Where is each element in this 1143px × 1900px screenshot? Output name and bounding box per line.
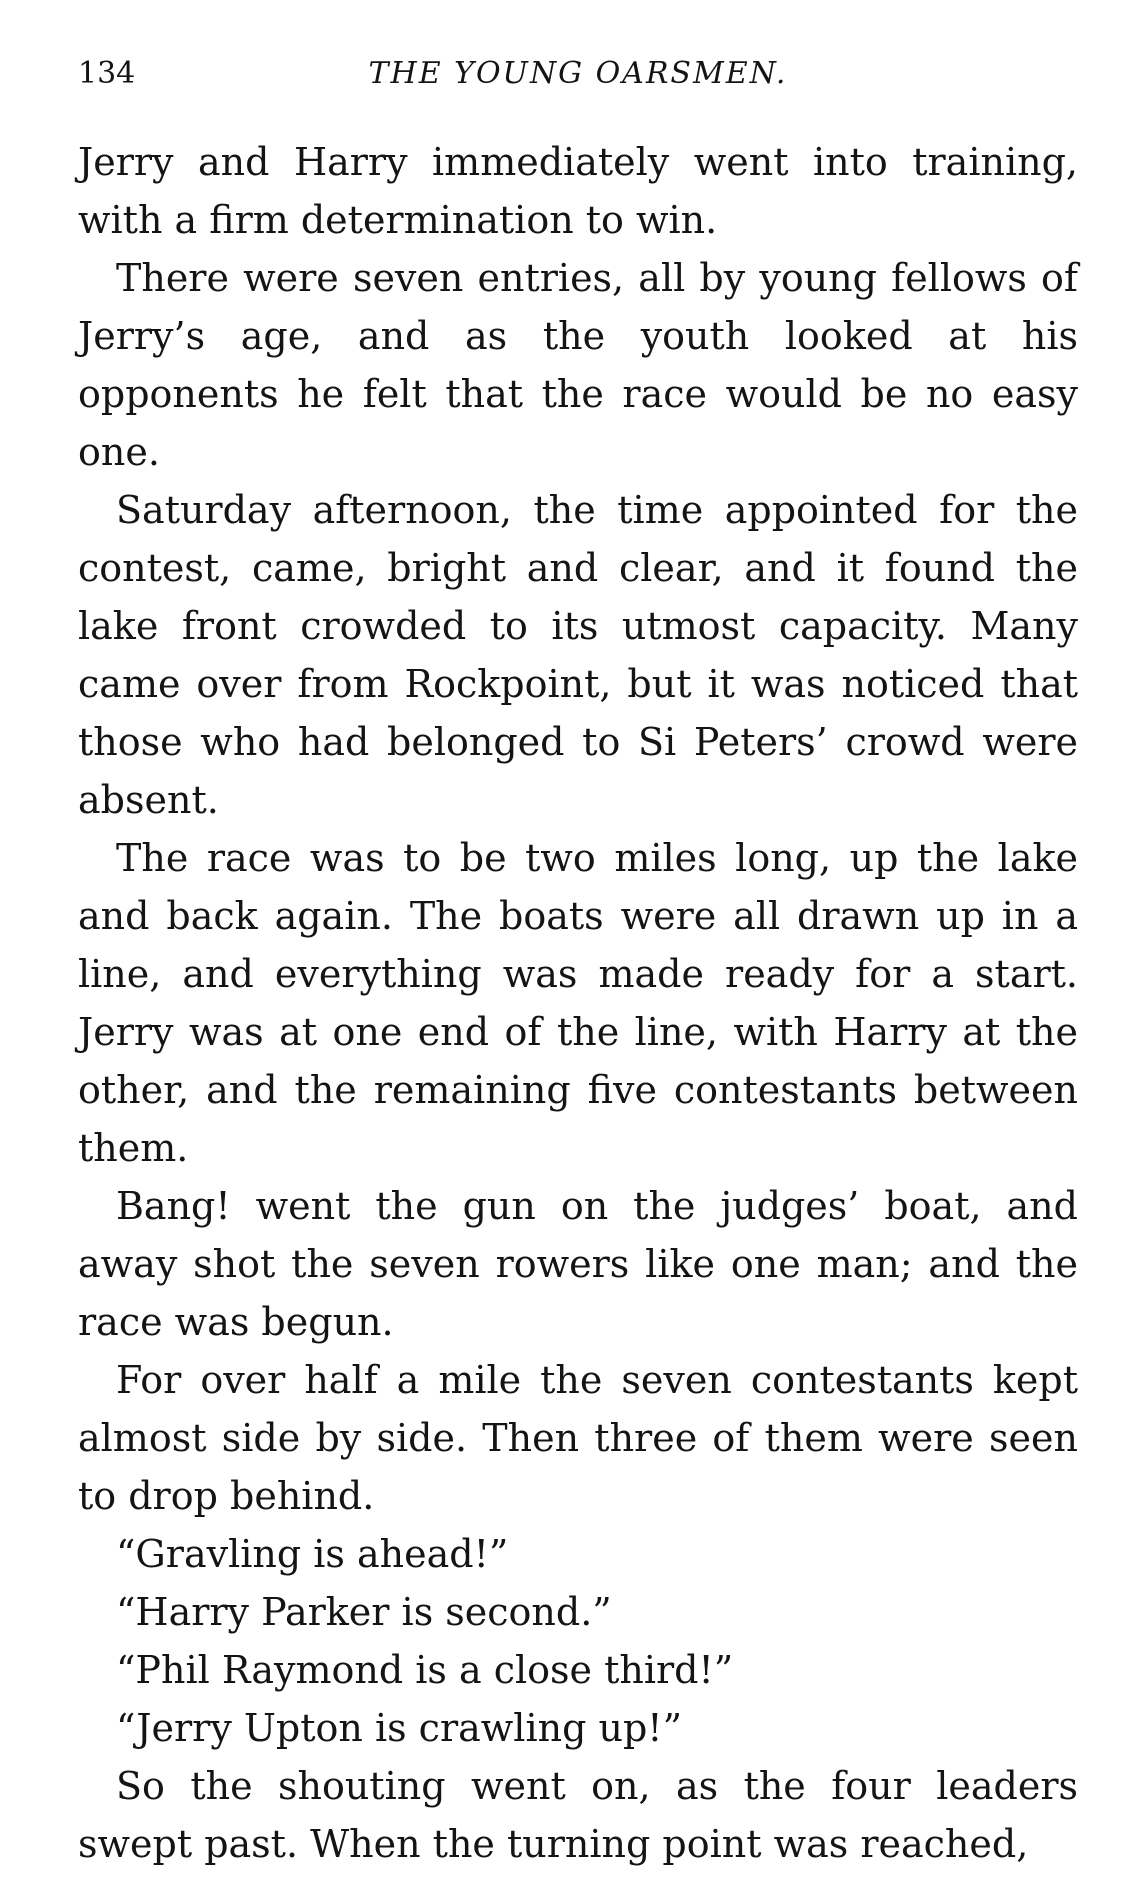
- paragraph: “Phil Raymond is a close third!”: [116, 1648, 734, 1692]
- running-title: THE YOUNG OARSMEN.: [368, 56, 788, 91]
- body-text: [78, 133, 1078, 1873]
- paragraph: “Harry Parker is second.”: [116, 1590, 612, 1634]
- paragraph: Jerry and Harry immediately went into training, with a firm determination to win.: [78, 140, 1078, 242]
- paragraph: Saturday afternoon, the time appointed for the contest, came, bright and clear, and it found the lake front crowded to its utmost capacity. Many came over from Rockpoint, but it was noticed that those who had belonged to Si Peters’ crowd were absent.: [78, 488, 1078, 822]
- paragraph: Bang! went the gun on the judges’ boat, and away shot the seven rowers like one man; and the race was begun.: [78, 1184, 1078, 1344]
- paragraph: So the shouting went on, as the four leaders swept past. When the turning point was reached,: [78, 1764, 1078, 1866]
- paragraph: “Jerry Upton is crawling up!”: [116, 1706, 682, 1750]
- page-number: 134: [78, 56, 136, 91]
- running-head: [78, 52, 1078, 96]
- paragraph: For over half a mile the seven contestants kept almost side by side. Then three of them were seen to drop behind.: [78, 1358, 1078, 1518]
- paragraph: The race was to be two miles long, up the lake and back again. The boats were all drawn up in a line, and everything was made ready for a start. Jerry was at one end of the line, with Harry at the other, and the remaining five contestants between them.: [78, 836, 1078, 1170]
- paragraph: There were seven entries, all by young fellows of Jerry’s age, and as the youth looked at his opponents he felt that the race would be no easy one.: [78, 256, 1078, 474]
- paragraph: “Gravling is ahead!”: [116, 1532, 509, 1576]
